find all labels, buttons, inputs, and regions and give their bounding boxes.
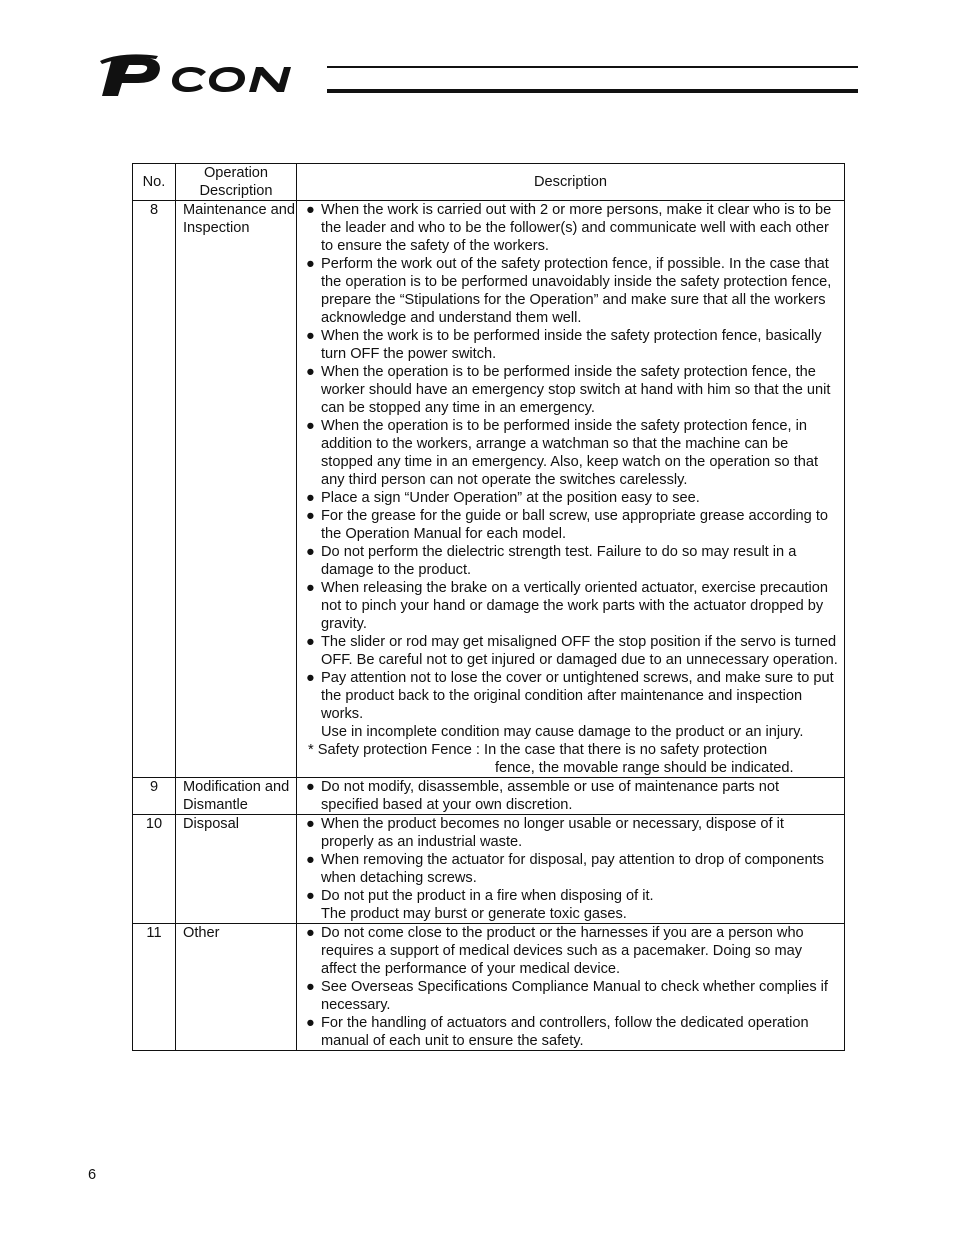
bullet-icon: ● xyxy=(306,202,315,218)
list-item: ● For the grease for the guide or ball screw, use appropriate grease according to the Operation Manual for each model. xyxy=(306,508,829,542)
bullet-icon: ● xyxy=(306,634,315,650)
bullet-icon: ● xyxy=(306,328,315,344)
table-row xyxy=(133,815,845,924)
bullet-icon: ● xyxy=(306,490,315,506)
row-number: 11 xyxy=(133,924,176,1051)
bullet-icon: ● xyxy=(306,418,315,434)
header-rule-thick xyxy=(327,89,858,93)
row-number: 10 xyxy=(133,815,176,924)
safety-table xyxy=(132,163,845,1051)
header-rule-thin xyxy=(327,66,858,68)
list-item: ● When the operation is to be performed inside the safety protection fence, in addition to the workers, arrange a watchman so that the machine can be stopped any time in an emergency. Also, keep watch on the operation so that any third person can not operate the switches carelessly. xyxy=(306,418,819,488)
table-header-row xyxy=(133,164,845,201)
footnote-line: * Safety protection Fence : In the case that there is no safety protection xyxy=(308,742,768,758)
list-item: ● When removing the actuator for disposal, pay attention to drop of components when detaching screws. xyxy=(306,852,824,886)
list-item: ● Perform the work out of the safety protection fence, if possible. In the case that the operation is to be performed unavoidably inside the safety protection fence, prepare the “Stipulations for the Operation” and make sure that all the workers acknowledge and understand them well. xyxy=(306,256,832,326)
list-item: ● For the handling of actuators and controllers, follow the dedicated operation manual of each unit to ensure the safety. xyxy=(306,1015,809,1049)
bullet-icon: ● xyxy=(306,925,315,941)
list-item: ● Do not put the product in a fire when disposing of it. xyxy=(306,888,654,904)
bullet-icon: ● xyxy=(306,779,315,795)
row-number: 9 xyxy=(133,778,176,815)
pcon-logo xyxy=(96,52,331,98)
bullet-icon: ● xyxy=(306,364,315,380)
list-item: ● When the operation is to be performed inside the safety protection fence, the worker should have an emergency stop switch at hand with him so that the unit can be stopped any time in an emergency. xyxy=(306,364,831,416)
footnote-line: fence, the movable range should be indicated. xyxy=(495,760,794,776)
bullet-icon: ● xyxy=(306,256,315,272)
bullet-icon: ● xyxy=(306,544,315,560)
table-row xyxy=(133,201,845,778)
row-operation: Modification and Dismantle xyxy=(176,778,297,815)
row-operation: Maintenance and Inspection xyxy=(176,201,297,778)
row-number: 8 xyxy=(133,201,176,778)
bullet-icon: ● xyxy=(306,852,315,868)
header-description: Description xyxy=(297,164,845,201)
list-item: ● When the work is to be performed inside the safety protection fence, basically turn OFF the power switch. xyxy=(306,328,822,362)
bullet-icon: ● xyxy=(306,508,315,524)
list-item: ● Do not perform the dielectric strength test. Failure to do so may result in a damage to the product. xyxy=(306,544,797,578)
list-item: ● See Overseas Specifications Compliance Manual to check whether complies if necessary. xyxy=(306,979,828,1013)
list-item: ● Place a sign “Under Operation” at the position easy to see. xyxy=(306,490,700,506)
header-operation: Operation Description xyxy=(176,164,297,201)
list-item: ● When the work is carried out with 2 or more persons, make it clear who is to be the leader and who to be the follower(s) and communicate well with each other to ensure the safety of the workers. xyxy=(306,202,832,254)
table-row xyxy=(133,924,845,1051)
list-item: ● When the product becomes no longer usable or necessary, dispose of it properly as an industrial waste. xyxy=(306,816,784,850)
bullet-icon: ● xyxy=(306,580,315,596)
bullet-icon: ● xyxy=(306,888,315,904)
row-description xyxy=(297,201,845,778)
row-description xyxy=(297,924,845,1051)
bullet-icon: ● xyxy=(306,1015,315,1031)
list-item: ● Do not come close to the product or the harnesses if you are a person who requires a support of medical devices such as a pacemaker. Doing so may affect the performance of your medical device. xyxy=(306,925,804,977)
table-row xyxy=(133,778,845,815)
header-no: No. xyxy=(133,164,176,201)
continuation-text: The product may burst or generate toxic gases. xyxy=(321,906,627,922)
row-operation: Disposal xyxy=(176,815,297,924)
row-description xyxy=(297,815,845,924)
pcon-logo-graphic xyxy=(96,52,331,98)
list-item: ● The slider or rod may get misaligned OFF the stop position if the servo is turned OFF. Be careful not to get injured or damaged due to an unnecessary operation. xyxy=(306,634,838,668)
list-item: ● Pay attention not to lose the cover or untightened screws, and make sure to put the product back to the original condition after maintenance and inspection works. xyxy=(306,670,834,722)
list-item: ● When releasing the brake on a vertically oriented actuator, exercise precaution not to pinch your hand or damage the work parts with the actuator dropped by gravity. xyxy=(306,580,829,632)
row-description xyxy=(297,778,845,815)
bullet-icon: ● xyxy=(306,670,315,686)
page-number: 6 xyxy=(88,1167,97,1183)
list-item: ● Do not modify, disassemble, assemble or use of maintenance parts not specified based at your own discretion. xyxy=(306,779,780,813)
continuation-text: Use in incomplete condition may cause damage to the product or an injury. xyxy=(321,724,804,740)
bullet-icon: ● xyxy=(306,816,315,832)
bullet-icon: ● xyxy=(306,979,315,995)
row-operation: Other xyxy=(176,924,297,1051)
